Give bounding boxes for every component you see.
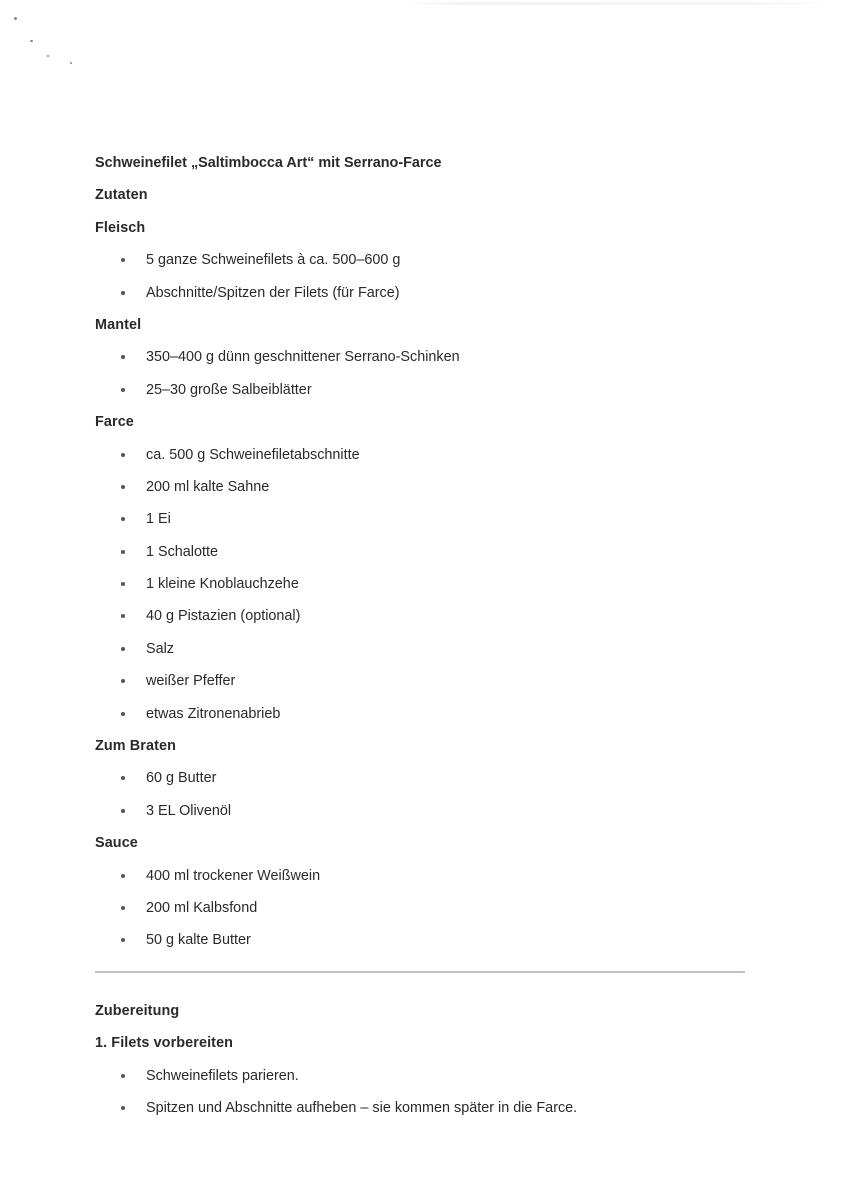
scan-artifact <box>400 2 840 5</box>
bullet-icon <box>121 291 125 295</box>
list-item <box>95 378 755 410</box>
list-item-text: Salz <box>146 640 174 657</box>
list-item <box>95 345 755 377</box>
list-item <box>95 928 755 960</box>
list-item-text: 1 Ei <box>146 511 171 528</box>
list-item <box>95 281 755 313</box>
bullet-icon <box>121 485 125 489</box>
recipe-title: Schweinefilet „Saltimbocca Art“ mit Serrano-Farce <box>95 155 442 171</box>
section-heading-farce: Farce <box>95 414 134 431</box>
bullet-icon <box>121 388 125 392</box>
speck <box>30 40 33 42</box>
list-item <box>95 702 755 734</box>
recipe-content <box>95 151 755 1128</box>
list-item-text: 1 kleine Knoblauchzehe <box>146 576 299 593</box>
ingredients-heading: Zutaten <box>95 187 148 204</box>
bullet-icon <box>121 906 125 910</box>
bullet-icon <box>121 712 125 716</box>
bullet-icon <box>121 1074 125 1078</box>
horizontal-divider <box>95 971 745 973</box>
list-item-text: 5 ganze Schweinefilets à ca. 500–600 g <box>146 252 401 269</box>
list-item-text: 60 g Butter <box>146 770 217 787</box>
list-item <box>95 443 755 475</box>
step-heading-1: 1. Filets vorbereiten <box>95 1035 234 1052</box>
list-item <box>95 475 755 507</box>
divider-wrap <box>95 961 755 995</box>
section-heading-zum-braten: Zum Braten <box>95 738 176 755</box>
list-item-text: 400 ml trockener Weißwein <box>146 867 321 884</box>
speck <box>14 17 17 20</box>
list-item-text: Spitzen und Abschnitte aufheben – sie kommen später in die Farce. <box>146 1099 578 1116</box>
list-item <box>95 540 755 572</box>
list-item-text: Schweinefilets parieren. <box>146 1067 299 1084</box>
list-item <box>95 1096 755 1128</box>
list-item <box>95 669 755 701</box>
list-item <box>95 604 755 636</box>
bullet-icon <box>121 809 125 813</box>
list-item <box>95 864 755 896</box>
bullet-icon <box>121 582 125 586</box>
list-item <box>95 896 755 928</box>
preparation-heading: Zubereitung <box>95 1002 180 1019</box>
list-item <box>95 1064 755 1096</box>
bullet-icon <box>121 453 125 457</box>
list-item <box>95 248 755 280</box>
list-item-text: 40 g Pistazien (optional) <box>146 608 301 625</box>
bullet-icon <box>121 776 125 780</box>
list-item-text: weißer Pfeffer <box>146 673 236 690</box>
bullet-icon <box>121 614 125 618</box>
section-heading-sauce: Sauce <box>95 835 138 852</box>
list-item-text: 200 ml Kalbsfond <box>146 899 258 916</box>
list-item-text: 25–30 große Salbeiblätter <box>146 381 312 398</box>
list-item <box>95 637 755 669</box>
bullet-icon <box>121 679 125 683</box>
list-item-text: 3 EL Olivenöl <box>146 802 232 819</box>
list-item-text: Abschnitte/Spitzen der Filets (für Farce) <box>146 284 400 301</box>
list-item-text: 50 g kalte Butter <box>146 932 251 949</box>
bullet-icon <box>121 258 125 262</box>
speck <box>47 55 49 57</box>
bullet-icon <box>121 550 125 554</box>
list-item <box>95 507 755 539</box>
bullet-icon <box>121 517 125 521</box>
speck <box>70 62 72 64</box>
section-heading-mantel: Mantel <box>95 316 142 333</box>
bullet-icon <box>121 874 125 878</box>
section-heading-fleisch: Fleisch <box>95 219 146 236</box>
bullet-icon <box>121 1106 125 1110</box>
bullet-icon <box>121 647 125 651</box>
list-item <box>95 799 755 831</box>
list-item <box>95 572 755 604</box>
bullet-icon <box>121 938 125 942</box>
list-item <box>95 766 755 798</box>
list-item-text: 200 ml kalte Sahne <box>146 478 270 495</box>
list-item-text: 350–400 g dünn geschnittener Serrano-Schinken <box>146 349 460 366</box>
list-item-text: etwas Zitronenabrieb <box>146 705 281 722</box>
bullet-icon <box>121 355 125 359</box>
list-item-text: 1 Schalotte <box>146 543 219 560</box>
list-item-text: ca. 500 g Schweinefiletabschnitte <box>146 446 360 463</box>
